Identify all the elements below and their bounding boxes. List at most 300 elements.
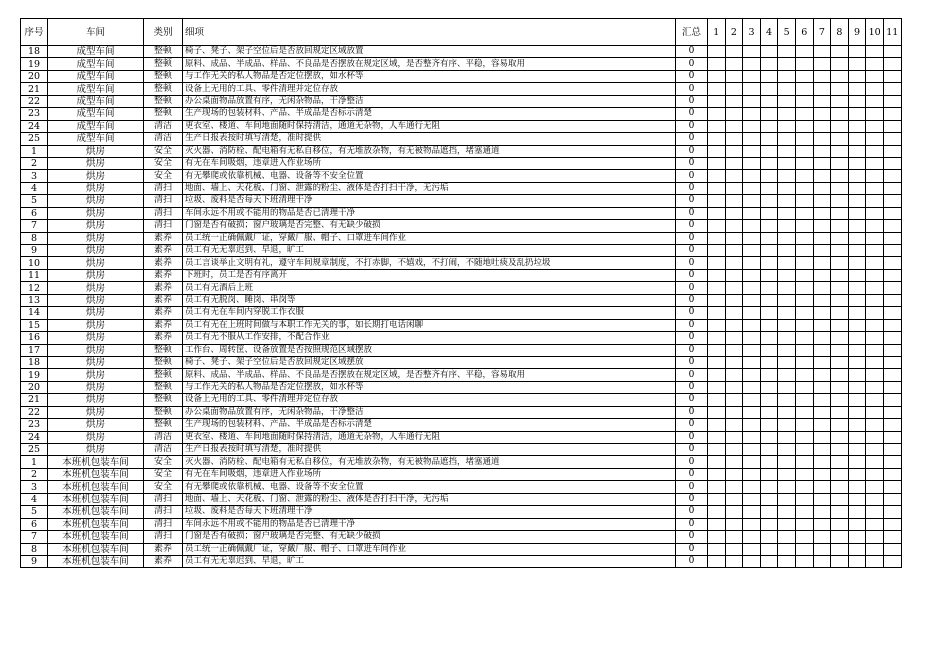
day-cell[interactable] <box>813 207 831 219</box>
day-cell[interactable] <box>743 195 761 207</box>
day-cell[interactable] <box>866 356 884 368</box>
day-cell[interactable] <box>813 120 831 132</box>
day-cell[interactable] <box>883 70 901 82</box>
day-cell[interactable] <box>760 332 778 344</box>
day-cell[interactable] <box>848 419 866 431</box>
day-cell[interactable] <box>760 58 778 70</box>
day-cell[interactable] <box>708 220 726 232</box>
day-cell[interactable] <box>743 444 761 456</box>
day-cell[interactable] <box>831 444 849 456</box>
day-cell[interactable] <box>795 245 813 257</box>
day-cell[interactable] <box>760 406 778 418</box>
day-cell[interactable] <box>813 257 831 269</box>
day-cell[interactable] <box>883 170 901 182</box>
day-cell[interactable] <box>866 518 884 530</box>
day-cell[interactable] <box>848 83 866 95</box>
day-cell[interactable] <box>708 344 726 356</box>
day-cell[interactable] <box>831 531 849 543</box>
day-cell[interactable] <box>866 257 884 269</box>
day-cell[interactable] <box>831 245 849 257</box>
day-cell[interactable] <box>708 58 726 70</box>
day-cell[interactable] <box>743 431 761 443</box>
day-cell[interactable] <box>831 170 849 182</box>
day-cell[interactable] <box>795 332 813 344</box>
day-cell[interactable] <box>743 133 761 145</box>
day-cell[interactable] <box>795 319 813 331</box>
day-cell[interactable] <box>743 257 761 269</box>
day-cell[interactable] <box>708 481 726 493</box>
day-cell[interactable] <box>831 468 849 480</box>
day-cell[interactable] <box>866 83 884 95</box>
day-cell[interactable] <box>743 70 761 82</box>
day-cell[interactable] <box>760 344 778 356</box>
day-cell[interactable] <box>725 518 743 530</box>
day-cell[interactable] <box>813 70 831 82</box>
day-cell[interactable] <box>778 207 796 219</box>
day-cell[interactable] <box>708 555 726 567</box>
day-cell[interactable] <box>813 282 831 294</box>
day-cell[interactable] <box>760 182 778 194</box>
day-cell[interactable] <box>848 282 866 294</box>
day-cell[interactable] <box>883 133 901 145</box>
day-cell[interactable] <box>831 83 849 95</box>
day-cell[interactable] <box>883 294 901 306</box>
day-cell[interactable] <box>725 108 743 120</box>
day-cell[interactable] <box>743 282 761 294</box>
day-cell[interactable] <box>760 145 778 157</box>
day-cell[interactable] <box>866 307 884 319</box>
day-cell[interactable] <box>725 70 743 82</box>
day-cell[interactable] <box>848 394 866 406</box>
day-cell[interactable] <box>795 468 813 480</box>
day-cell[interactable] <box>795 232 813 244</box>
day-cell[interactable] <box>760 46 778 58</box>
day-cell[interactable] <box>848 145 866 157</box>
day-cell[interactable] <box>831 157 849 169</box>
day-cell[interactable] <box>778 46 796 58</box>
day-cell[interactable] <box>866 394 884 406</box>
day-cell[interactable] <box>883 319 901 331</box>
day-cell[interactable] <box>725 58 743 70</box>
day-cell[interactable] <box>848 356 866 368</box>
day-cell[interactable] <box>795 493 813 505</box>
day-cell[interactable] <box>848 95 866 107</box>
day-cell[interactable] <box>866 381 884 393</box>
day-cell[interactable] <box>725 332 743 344</box>
day-cell[interactable] <box>708 170 726 182</box>
day-cell[interactable] <box>813 344 831 356</box>
day-cell[interactable] <box>778 70 796 82</box>
day-cell[interactable] <box>743 481 761 493</box>
day-cell[interactable] <box>848 170 866 182</box>
day-cell[interactable] <box>831 431 849 443</box>
day-cell[interactable] <box>760 531 778 543</box>
day-cell[interactable] <box>883 269 901 281</box>
day-cell[interactable] <box>795 157 813 169</box>
day-cell[interactable] <box>866 493 884 505</box>
day-cell[interactable] <box>883 83 901 95</box>
day-cell[interactable] <box>708 70 726 82</box>
day-cell[interactable] <box>866 133 884 145</box>
day-cell[interactable] <box>831 195 849 207</box>
day-cell[interactable] <box>760 543 778 555</box>
day-cell[interactable] <box>866 555 884 567</box>
day-cell[interactable] <box>883 444 901 456</box>
day-cell[interactable] <box>883 195 901 207</box>
day-cell[interactable] <box>848 120 866 132</box>
day-cell[interactable] <box>795 182 813 194</box>
day-cell[interactable] <box>725 506 743 518</box>
day-cell[interactable] <box>743 406 761 418</box>
day-cell[interactable] <box>708 456 726 468</box>
day-cell[interactable] <box>883 157 901 169</box>
day-cell[interactable] <box>795 269 813 281</box>
day-cell[interactable] <box>848 257 866 269</box>
day-cell[interactable] <box>760 319 778 331</box>
day-cell[interactable] <box>760 108 778 120</box>
day-cell[interactable] <box>743 46 761 58</box>
day-cell[interactable] <box>778 83 796 95</box>
day-cell[interactable] <box>813 294 831 306</box>
day-cell[interactable] <box>743 207 761 219</box>
day-cell[interactable] <box>831 518 849 530</box>
day-cell[interactable] <box>725 182 743 194</box>
day-cell[interactable] <box>813 356 831 368</box>
day-cell[interactable] <box>866 369 884 381</box>
day-cell[interactable] <box>708 282 726 294</box>
day-cell[interactable] <box>795 108 813 120</box>
day-cell[interactable] <box>743 381 761 393</box>
day-cell[interactable] <box>795 518 813 530</box>
day-cell[interactable] <box>760 232 778 244</box>
day-cell[interactable] <box>848 58 866 70</box>
day-cell[interactable] <box>795 195 813 207</box>
day-cell[interactable] <box>778 145 796 157</box>
day-cell[interactable] <box>708 207 726 219</box>
day-cell[interactable] <box>778 518 796 530</box>
day-cell[interactable] <box>883 555 901 567</box>
day-cell[interactable] <box>725 481 743 493</box>
day-cell[interactable] <box>866 70 884 82</box>
day-cell[interactable] <box>831 70 849 82</box>
day-cell[interactable] <box>866 95 884 107</box>
day-cell[interactable] <box>743 356 761 368</box>
day-cell[interactable] <box>778 332 796 344</box>
day-cell[interactable] <box>760 381 778 393</box>
day-cell[interactable] <box>725 555 743 567</box>
day-cell[interactable] <box>795 394 813 406</box>
day-cell[interactable] <box>743 332 761 344</box>
day-cell[interactable] <box>743 157 761 169</box>
day-cell[interactable] <box>883 369 901 381</box>
day-cell[interactable] <box>866 182 884 194</box>
day-cell[interactable] <box>743 369 761 381</box>
day-cell[interactable] <box>708 46 726 58</box>
day-cell[interactable] <box>848 518 866 530</box>
day-cell[interactable] <box>760 133 778 145</box>
day-cell[interactable] <box>848 332 866 344</box>
day-cell[interactable] <box>795 431 813 443</box>
day-cell[interactable] <box>760 170 778 182</box>
day-cell[interactable] <box>883 220 901 232</box>
day-cell[interactable] <box>813 332 831 344</box>
day-cell[interactable] <box>866 232 884 244</box>
day-cell[interactable] <box>795 294 813 306</box>
day-cell[interactable] <box>778 170 796 182</box>
day-cell[interactable] <box>831 394 849 406</box>
day-cell[interactable] <box>743 170 761 182</box>
day-cell[interactable] <box>778 369 796 381</box>
day-cell[interactable] <box>866 282 884 294</box>
day-cell[interactable] <box>831 257 849 269</box>
day-cell[interactable] <box>883 145 901 157</box>
day-cell[interactable] <box>795 344 813 356</box>
day-cell[interactable] <box>883 120 901 132</box>
day-cell[interactable] <box>708 506 726 518</box>
day-cell[interactable] <box>708 232 726 244</box>
day-cell[interactable] <box>795 555 813 567</box>
day-cell[interactable] <box>795 207 813 219</box>
day-cell[interactable] <box>743 182 761 194</box>
day-cell[interactable] <box>743 120 761 132</box>
day-cell[interactable] <box>866 531 884 543</box>
day-cell[interactable] <box>743 269 761 281</box>
day-cell[interactable] <box>866 108 884 120</box>
day-cell[interactable] <box>760 157 778 169</box>
day-cell[interactable] <box>778 269 796 281</box>
day-cell[interactable] <box>725 207 743 219</box>
day-cell[interactable] <box>778 58 796 70</box>
day-cell[interactable] <box>866 543 884 555</box>
day-cell[interactable] <box>831 108 849 120</box>
day-cell[interactable] <box>813 83 831 95</box>
day-cell[interactable] <box>760 245 778 257</box>
day-cell[interactable] <box>831 543 849 555</box>
day-cell[interactable] <box>743 83 761 95</box>
day-cell[interactable] <box>725 531 743 543</box>
day-cell[interactable] <box>831 294 849 306</box>
day-cell[interactable] <box>848 182 866 194</box>
day-cell[interactable] <box>795 133 813 145</box>
day-cell[interactable] <box>708 332 726 344</box>
day-cell[interactable] <box>778 257 796 269</box>
day-cell[interactable] <box>760 269 778 281</box>
day-cell[interactable] <box>866 170 884 182</box>
day-cell[interactable] <box>813 419 831 431</box>
day-cell[interactable] <box>795 419 813 431</box>
day-cell[interactable] <box>743 319 761 331</box>
day-cell[interactable] <box>866 294 884 306</box>
day-cell[interactable] <box>883 182 901 194</box>
day-cell[interactable] <box>831 46 849 58</box>
day-cell[interactable] <box>708 543 726 555</box>
day-cell[interactable] <box>778 245 796 257</box>
day-cell[interactable] <box>831 182 849 194</box>
day-cell[interactable] <box>848 369 866 381</box>
day-cell[interactable] <box>813 145 831 157</box>
day-cell[interactable] <box>708 431 726 443</box>
day-cell[interactable] <box>708 245 726 257</box>
day-cell[interactable] <box>760 518 778 530</box>
day-cell[interactable] <box>813 543 831 555</box>
day-cell[interactable] <box>725 431 743 443</box>
day-cell[interactable] <box>708 531 726 543</box>
day-cell[interactable] <box>795 257 813 269</box>
day-cell[interactable] <box>760 257 778 269</box>
day-cell[interactable] <box>778 108 796 120</box>
day-cell[interactable] <box>866 207 884 219</box>
day-cell[interactable] <box>813 133 831 145</box>
day-cell[interactable] <box>725 419 743 431</box>
day-cell[interactable] <box>743 58 761 70</box>
day-cell[interactable] <box>708 257 726 269</box>
day-cell[interactable] <box>883 531 901 543</box>
day-cell[interactable] <box>883 307 901 319</box>
day-cell[interactable] <box>848 207 866 219</box>
day-cell[interactable] <box>848 444 866 456</box>
day-cell[interactable] <box>848 269 866 281</box>
day-cell[interactable] <box>725 394 743 406</box>
day-cell[interactable] <box>848 70 866 82</box>
day-cell[interactable] <box>883 232 901 244</box>
day-cell[interactable] <box>760 394 778 406</box>
day-cell[interactable] <box>743 108 761 120</box>
day-cell[interactable] <box>848 493 866 505</box>
day-cell[interactable] <box>708 468 726 480</box>
day-cell[interactable] <box>813 518 831 530</box>
day-cell[interactable] <box>813 58 831 70</box>
day-cell[interactable] <box>778 431 796 443</box>
day-cell[interactable] <box>848 133 866 145</box>
day-cell[interactable] <box>795 506 813 518</box>
day-cell[interactable] <box>866 245 884 257</box>
day-cell[interactable] <box>725 468 743 480</box>
day-cell[interactable] <box>813 431 831 443</box>
day-cell[interactable] <box>866 468 884 480</box>
day-cell[interactable] <box>813 506 831 518</box>
day-cell[interactable] <box>848 307 866 319</box>
day-cell[interactable] <box>795 120 813 132</box>
day-cell[interactable] <box>883 543 901 555</box>
day-cell[interactable] <box>725 493 743 505</box>
day-cell[interactable] <box>708 307 726 319</box>
day-cell[interactable] <box>725 344 743 356</box>
day-cell[interactable] <box>848 46 866 58</box>
day-cell[interactable] <box>760 419 778 431</box>
day-cell[interactable] <box>743 506 761 518</box>
day-cell[interactable] <box>866 220 884 232</box>
day-cell[interactable] <box>813 108 831 120</box>
day-cell[interactable] <box>848 531 866 543</box>
day-cell[interactable] <box>743 543 761 555</box>
day-cell[interactable] <box>813 531 831 543</box>
day-cell[interactable] <box>883 332 901 344</box>
day-cell[interactable] <box>778 481 796 493</box>
day-cell[interactable] <box>848 220 866 232</box>
day-cell[interactable] <box>848 232 866 244</box>
day-cell[interactable] <box>708 108 726 120</box>
day-cell[interactable] <box>813 232 831 244</box>
day-cell[interactable] <box>883 108 901 120</box>
day-cell[interactable] <box>778 232 796 244</box>
day-cell[interactable] <box>743 220 761 232</box>
day-cell[interactable] <box>831 481 849 493</box>
day-cell[interactable] <box>813 157 831 169</box>
day-cell[interactable] <box>831 555 849 567</box>
day-cell[interactable] <box>813 394 831 406</box>
day-cell[interactable] <box>778 456 796 468</box>
day-cell[interactable] <box>883 282 901 294</box>
day-cell[interactable] <box>778 157 796 169</box>
day-cell[interactable] <box>725 133 743 145</box>
day-cell[interactable] <box>883 493 901 505</box>
day-cell[interactable] <box>760 120 778 132</box>
day-cell[interactable] <box>778 307 796 319</box>
day-cell[interactable] <box>883 381 901 393</box>
day-cell[interactable] <box>760 493 778 505</box>
day-cell[interactable] <box>795 531 813 543</box>
day-cell[interactable] <box>760 506 778 518</box>
day-cell[interactable] <box>848 245 866 257</box>
day-cell[interactable] <box>883 419 901 431</box>
day-cell[interactable] <box>813 195 831 207</box>
day-cell[interactable] <box>795 369 813 381</box>
day-cell[interactable] <box>708 294 726 306</box>
day-cell[interactable] <box>883 245 901 257</box>
day-cell[interactable] <box>813 245 831 257</box>
day-cell[interactable] <box>760 294 778 306</box>
day-cell[interactable] <box>778 506 796 518</box>
day-cell[interactable] <box>760 282 778 294</box>
day-cell[interactable] <box>725 245 743 257</box>
day-cell[interactable] <box>708 157 726 169</box>
day-cell[interactable] <box>813 406 831 418</box>
day-cell[interactable] <box>795 46 813 58</box>
day-cell[interactable] <box>778 319 796 331</box>
day-cell[interactable] <box>760 431 778 443</box>
day-cell[interactable] <box>848 108 866 120</box>
day-cell[interactable] <box>883 394 901 406</box>
day-cell[interactable] <box>866 195 884 207</box>
day-cell[interactable] <box>848 381 866 393</box>
day-cell[interactable] <box>760 456 778 468</box>
day-cell[interactable] <box>725 195 743 207</box>
day-cell[interactable] <box>813 481 831 493</box>
day-cell[interactable] <box>743 145 761 157</box>
day-cell[interactable] <box>725 369 743 381</box>
day-cell[interactable] <box>831 145 849 157</box>
day-cell[interactable] <box>795 145 813 157</box>
day-cell[interactable] <box>813 555 831 567</box>
day-cell[interactable] <box>708 369 726 381</box>
day-cell[interactable] <box>725 319 743 331</box>
day-cell[interactable] <box>866 456 884 468</box>
day-cell[interactable] <box>831 269 849 281</box>
day-cell[interactable] <box>760 207 778 219</box>
day-cell[interactable] <box>883 468 901 480</box>
day-cell[interactable] <box>743 456 761 468</box>
day-cell[interactable] <box>708 356 726 368</box>
day-cell[interactable] <box>866 481 884 493</box>
day-cell[interactable] <box>831 220 849 232</box>
day-cell[interactable] <box>708 145 726 157</box>
day-cell[interactable] <box>848 195 866 207</box>
day-cell[interactable] <box>866 120 884 132</box>
day-cell[interactable] <box>866 444 884 456</box>
day-cell[interactable] <box>795 220 813 232</box>
day-cell[interactable] <box>725 381 743 393</box>
day-cell[interactable] <box>708 182 726 194</box>
